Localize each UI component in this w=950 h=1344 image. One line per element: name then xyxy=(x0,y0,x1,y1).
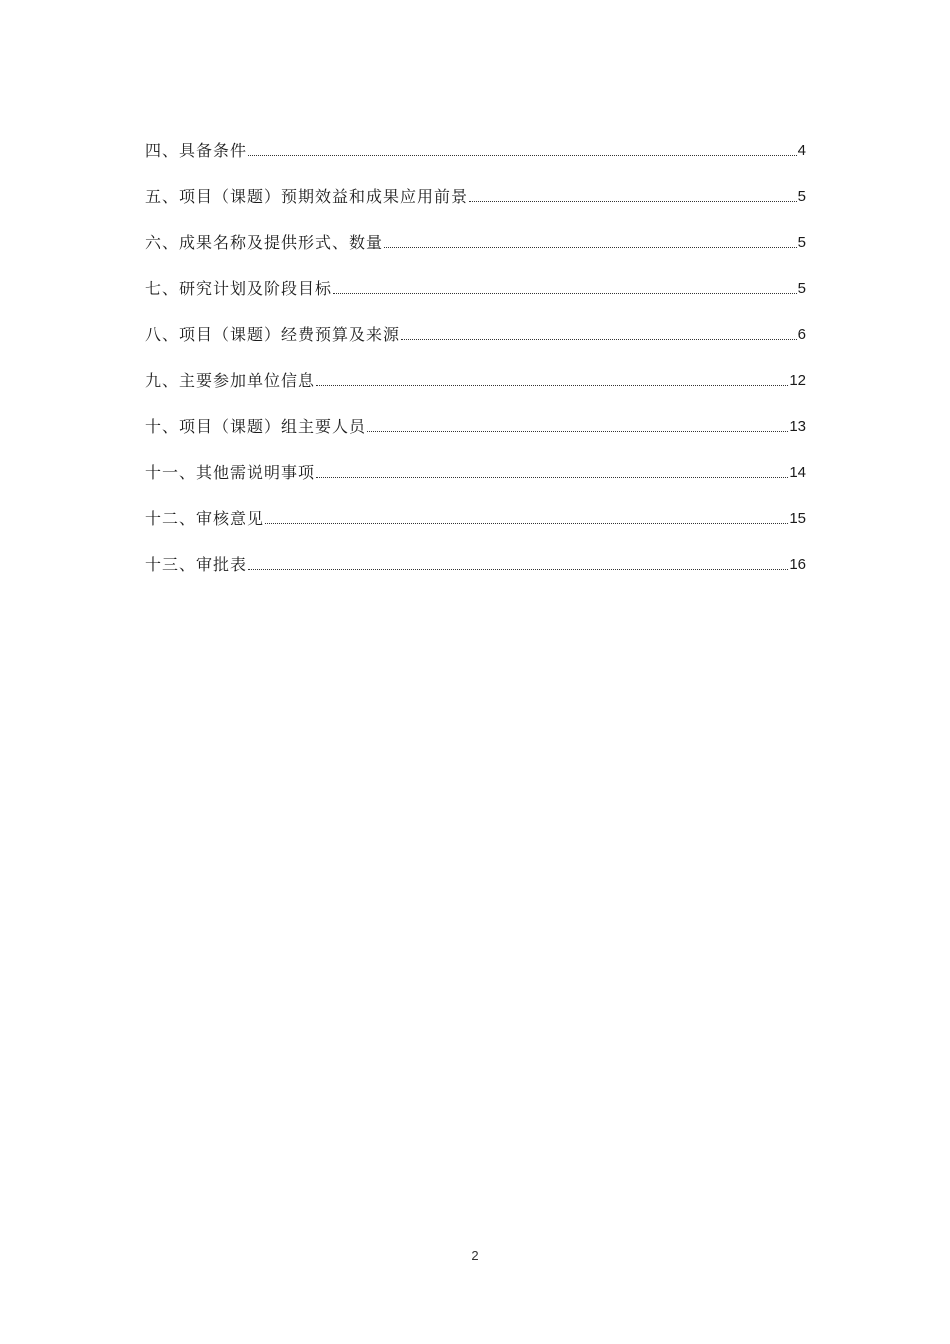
toc-entry-title[interactable]: 十二、审核意见 xyxy=(145,509,265,528)
toc-entry[interactable] xyxy=(145,484,806,530)
toc-dot-leader xyxy=(333,293,797,294)
toc-entry[interactable] xyxy=(145,162,806,208)
toc-entry-title[interactable]: 七、研究计划及阶段目标 xyxy=(145,279,333,298)
toc-entry-page: 14 xyxy=(789,464,806,481)
table-of-contents xyxy=(145,116,806,576)
toc-entry-page: 5 xyxy=(797,280,806,297)
toc-entry-page: 12 xyxy=(789,372,806,389)
toc-dot-leader xyxy=(316,385,788,386)
toc-entry[interactable] xyxy=(145,530,806,576)
toc-entry[interactable] xyxy=(145,208,806,254)
toc-entry[interactable] xyxy=(145,392,806,438)
toc-entry-title[interactable]: 六、成果名称及提供形式、数量 xyxy=(145,233,384,252)
toc-entry-title[interactable]: 九、主要参加单位信息 xyxy=(145,371,316,390)
toc-dot-leader xyxy=(248,155,797,156)
toc-entry-title[interactable]: 八、项目（课题）经费预算及来源 xyxy=(145,325,401,344)
toc-entry-page: 16 xyxy=(789,556,806,573)
toc-entry-title[interactable]: 五、项目（课题）预期效益和成果应用前景 xyxy=(145,187,469,206)
toc-dot-leader xyxy=(316,477,788,478)
toc-entry[interactable] xyxy=(145,116,806,162)
toc-dot-leader xyxy=(469,201,797,202)
toc-dot-leader xyxy=(384,247,797,248)
toc-entry-page: 13 xyxy=(789,418,806,435)
toc-dot-leader xyxy=(367,431,788,432)
toc-entry[interactable] xyxy=(145,346,806,392)
page-number: 2 xyxy=(471,1248,479,1263)
toc-entry-page: 4 xyxy=(797,142,806,159)
toc-entry[interactable] xyxy=(145,254,806,300)
toc-entry-page: 6 xyxy=(797,326,806,343)
toc-entry-title[interactable]: 四、具备条件 xyxy=(145,141,248,160)
toc-entry-page: 5 xyxy=(797,234,806,251)
toc-entry-page: 5 xyxy=(797,188,806,205)
toc-entry-title[interactable]: 十、项目（课题）组主要人员 xyxy=(145,417,367,436)
toc-entry-title[interactable]: 十三、审批表 xyxy=(145,555,248,574)
toc-dot-leader xyxy=(248,569,788,570)
toc-entry[interactable] xyxy=(145,438,806,484)
toc-entry-title[interactable]: 十一、其他需说明事项 xyxy=(145,463,316,482)
toc-dot-leader xyxy=(265,523,788,524)
toc-entry[interactable] xyxy=(145,300,806,346)
toc-entry-page: 15 xyxy=(789,510,806,527)
toc-dot-leader xyxy=(401,339,797,340)
